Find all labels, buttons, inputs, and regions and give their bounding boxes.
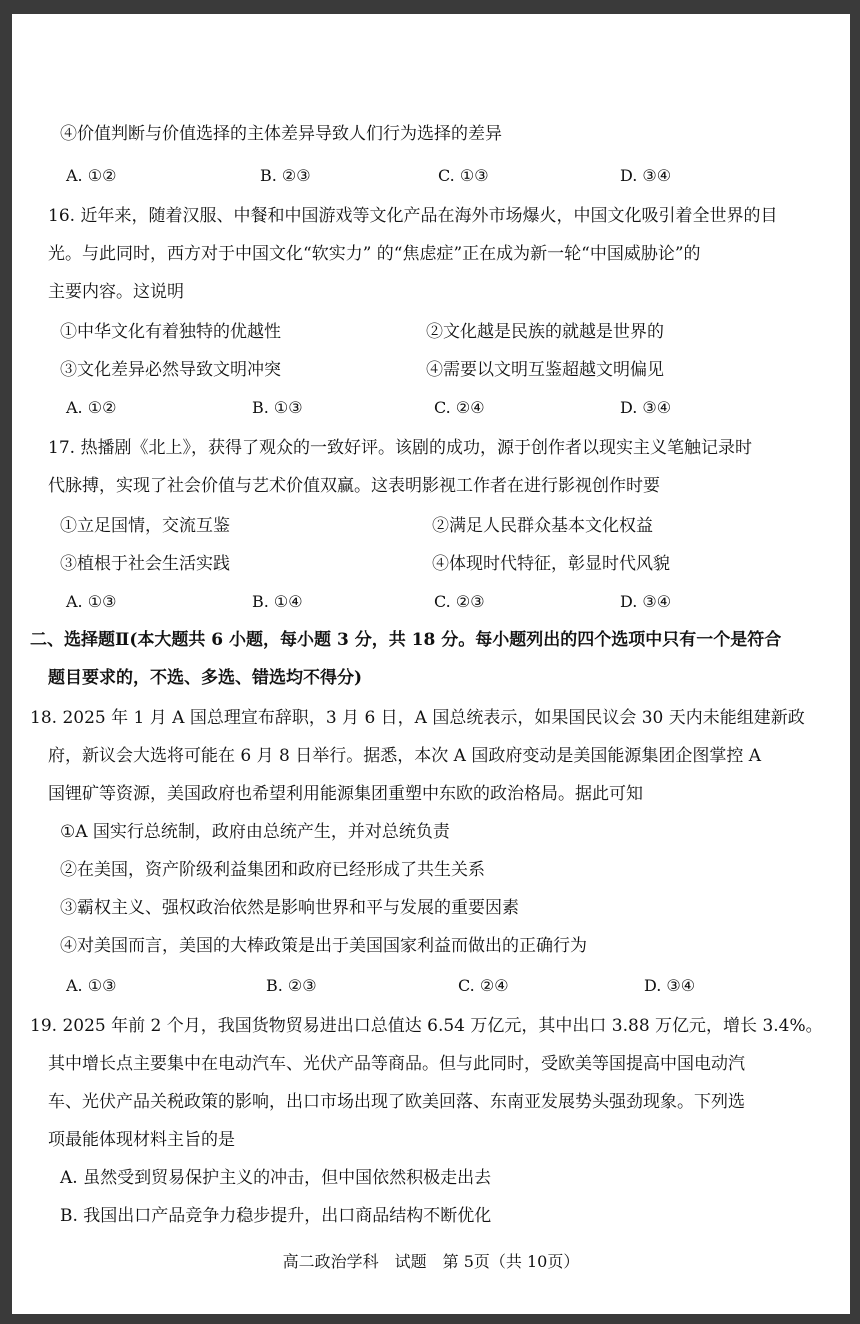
q18-option-b: B. ②③ — [266, 976, 317, 995]
q16-option-c: C. ②④ — [434, 398, 485, 417]
q18-statement-3: ③霸权主义、强权政治依然是影响世界和平与发展的重要因素 — [60, 898, 519, 918]
q18-option-c: C. ②④ — [458, 976, 509, 995]
q17-statement-2: ②满足人民群众基本文化权益 — [432, 516, 653, 536]
q15-statement-4: ④价值判断与价值选择的主体差异导致人们行为选择的差异 — [60, 124, 502, 144]
q16-stem-line-2: 光。与此同时，西方对于中国文化“软实力” 的“焦虑症”正在成为新一轮“中国威胁论”的 — [48, 244, 701, 264]
q16-option-b: B. ①③ — [252, 398, 303, 417]
q17-stem-line-2: 代脉搏，实现了社会价值与艺术价值双赢。这表明影视工作者在进行影视创作时要 — [48, 476, 660, 496]
q17-stem-line-1: 17. 热播剧《北上》，获得了观众的一致好评。该剧的成功，源于创作者以现实主义笔触记录时 — [48, 438, 752, 458]
q19-option-a: A. 虽然受到贸易保护主义的冲击，但中国依然积极走出去 — [60, 1168, 492, 1188]
q16-stem-line-1: 16. 近年来，随着汉服、中餐和中国游戏等文化产品在海外市场爆火，中国文化吸引着全世界的目 — [48, 206, 778, 226]
q16-stem-line-3: 主要内容。这说明 — [48, 282, 184, 302]
q17-statement-4: ④体现时代特征，彰显时代风貌 — [432, 554, 670, 574]
q19-stem-line-4: 项最能体现材料主旨的是 — [48, 1130, 235, 1150]
q15-option-b: B. ②③ — [260, 166, 311, 185]
q16-option-d: D. ③④ — [620, 398, 672, 417]
q15-option-d: D. ③④ — [620, 166, 672, 185]
q17-option-d: D. ③④ — [620, 592, 672, 611]
q18-stem-line-1: 18. 2025 年 1 月 A 国总理宣布辞职，3 月 6 日，A 国总统表示，如果国民议会 30 天内未能组建新政 — [30, 708, 805, 728]
q19-option-b: B. 我国出口产品竞争力稳步提升，出口商品结构不断优化 — [60, 1206, 492, 1226]
q17-statement-3: ③植根于社会生活实践 — [60, 554, 230, 574]
q18-option-d: D. ③④ — [644, 976, 696, 995]
q18-option-a: A. ①③ — [66, 976, 117, 995]
q16-option-a: A. ①② — [66, 398, 117, 417]
page-footer: 高二政治学科 试题 第 5页（共 10页） — [282, 1252, 580, 1271]
q15-option-a: A. ①② — [66, 166, 117, 185]
q15-option-c: C. ①③ — [438, 166, 489, 185]
q18-statement-2: ②在美国，资产阶级利益集团和政府已经形成了共生关系 — [60, 860, 485, 880]
section-2-heading-line-2: 题目要求的，不选、多选、错选均不得分) — [48, 668, 363, 688]
q18-stem-line-2: 府，新议会大选将可能在 6 月 8 日举行。据悉，本次 A 国政府变动是美国能源集团企图掌控 A — [48, 746, 762, 766]
q19-stem-line-3: 车、光伏产品关税政策的影响，出口市场出现了欧美回落、东南亚发展势头强劲现象。下列选 — [48, 1092, 745, 1112]
q16-statement-2: ②文化越是民族的就越是世界的 — [426, 322, 664, 342]
q17-option-c: C. ②③ — [434, 592, 485, 611]
q19-stem-line-1: 19. 2025 年前 2 个月，我国货物贸易进出口总值达 6.54 万亿元，其中出口 3.88 万亿元，增长 3.4%。 — [30, 1016, 823, 1036]
q17-option-a: A. ①③ — [66, 592, 117, 611]
q16-statement-4: ④需要以文明互鉴超越文明偏见 — [426, 360, 664, 380]
q16-statement-1: ①中华文化有着独特的优越性 — [60, 322, 281, 342]
section-2-heading-line-1: 二、选择题Ⅱ(本大题共 6 小题，每小题 3 分，共 18 分。每小题列出的四个选项中只有一个是符合 — [30, 630, 782, 650]
q18-statement-1: ①A 国实行总统制，政府由总统产生，并对总统负责 — [60, 822, 450, 842]
q18-statement-4: ④对美国而言，美国的大棒政策是出于美国国家利益而做出的正确行为 — [60, 936, 587, 956]
q19-stem-line-2: 其中增长点主要集中在电动汽车、光伏产品等商品。但与此同时，受欧美等国提高中国电动汽 — [48, 1054, 745, 1074]
q17-option-b: B. ①④ — [252, 592, 303, 611]
q17-statement-1: ①立足国情，交流互鉴 — [60, 516, 230, 536]
q18-stem-line-3: 国锂矿等资源，美国政府也希望利用能源集团重塑中东欧的政治格局。据此可知 — [48, 784, 643, 804]
q16-statement-3: ③文化差异必然导致文明冲突 — [60, 360, 281, 380]
exam-page — [12, 14, 850, 1314]
